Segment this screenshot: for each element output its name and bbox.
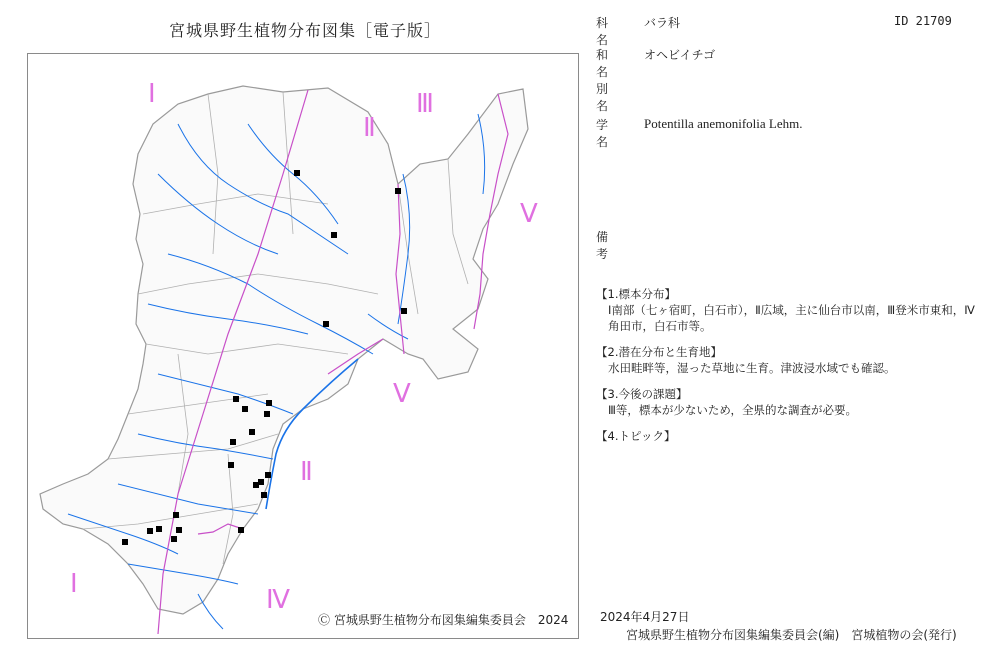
prefecture-outline	[40, 86, 528, 614]
specimen-marker	[401, 308, 407, 314]
note-body: Ⅰ南部（七ヶ宿町，白石市），Ⅱ広域，主に仙台市以南，Ⅲ登米市東和，Ⅳ角田市，白石市等。	[608, 303, 975, 333]
species-id: ID 21709	[894, 14, 952, 28]
japanese-name-value: オヘビイチゴ	[644, 48, 716, 62]
family-label: 科 名	[596, 16, 633, 47]
region-label: Ⅲ	[416, 89, 434, 118]
specimen-marker	[264, 411, 270, 417]
specimen-marker	[238, 527, 244, 533]
remarks-row	[596, 228, 644, 262]
japanese-name-row	[596, 46, 715, 80]
scientific-name-value: Potentilla anemonifolia Lehm.	[644, 116, 803, 131]
alias-row	[596, 80, 644, 114]
scientific-name-row	[596, 116, 803, 150]
specimen-marker	[323, 321, 329, 327]
specimen-marker	[173, 512, 179, 518]
region-label: Ⅰ	[70, 569, 78, 598]
publisher-text: 宮城県野生植物分布図集編集委員会(編) 宮城植物の会(発行)	[626, 628, 957, 642]
note-body: Ⅲ等，標本が少ないため，全県的な調査が必要。	[608, 403, 857, 417]
specimen-marker	[265, 472, 271, 478]
specimen-marker	[261, 492, 267, 498]
specimen-marker	[242, 406, 248, 412]
japanese-name-label: 和 名	[596, 48, 633, 79]
alias-label: 別 名	[596, 82, 633, 113]
region-label: Ⅴ	[520, 199, 538, 228]
prefecture-map	[28, 54, 578, 638]
publication-date: 2024年4月27日	[600, 610, 690, 624]
specimen-marker	[156, 526, 162, 532]
note-heading: 【1.標本分布】	[596, 287, 676, 301]
specimen-marker	[233, 396, 239, 402]
specimen-marker	[266, 400, 272, 406]
specimen-marker	[171, 536, 177, 542]
remarks-label: 備 考	[596, 230, 633, 261]
specimen-marker	[294, 170, 300, 176]
specimen-marker	[249, 429, 255, 435]
footer	[600, 608, 957, 644]
copyright-text: Ⓒ 宮城県野生植物分布図集編集委員会 2024	[318, 613, 569, 627]
notes-section	[596, 286, 986, 454]
specimen-marker	[230, 439, 236, 445]
specimen-marker	[331, 232, 337, 238]
region-label: Ⅳ	[266, 585, 290, 614]
note-topic	[596, 428, 986, 444]
note-heading: 【2.潜在分布と生育地】	[596, 345, 722, 359]
specimen-marker	[395, 188, 401, 194]
specimen-marker	[253, 482, 259, 488]
note-heading: 【4.トピック】	[596, 429, 676, 443]
region-label: Ⅰ	[148, 79, 156, 108]
family-row	[596, 14, 680, 48]
note-future-issues	[596, 386, 986, 418]
note-body: 水田畦畔等，湿った草地に生育。津波浸水域でも確認。	[608, 361, 896, 375]
region-label: Ⅱ	[300, 457, 313, 486]
specimen-marker	[176, 527, 182, 533]
distribution-map	[27, 53, 579, 639]
atlas-title: 宮城県野生植物分布図集［電子版］	[168, 21, 441, 40]
region-label: Ⅱ	[363, 113, 376, 142]
note-potential-distribution	[596, 344, 986, 376]
specimen-marker	[228, 462, 234, 468]
family-value: バラ科	[644, 16, 681, 30]
note-specimen-distribution	[596, 286, 986, 334]
note-heading: 【3.今後の課題】	[596, 387, 688, 401]
scientific-name-label: 学 名	[596, 118, 633, 149]
specimen-marker	[147, 528, 153, 534]
specimen-marker	[122, 539, 128, 545]
region-label: Ⅴ	[393, 379, 411, 408]
